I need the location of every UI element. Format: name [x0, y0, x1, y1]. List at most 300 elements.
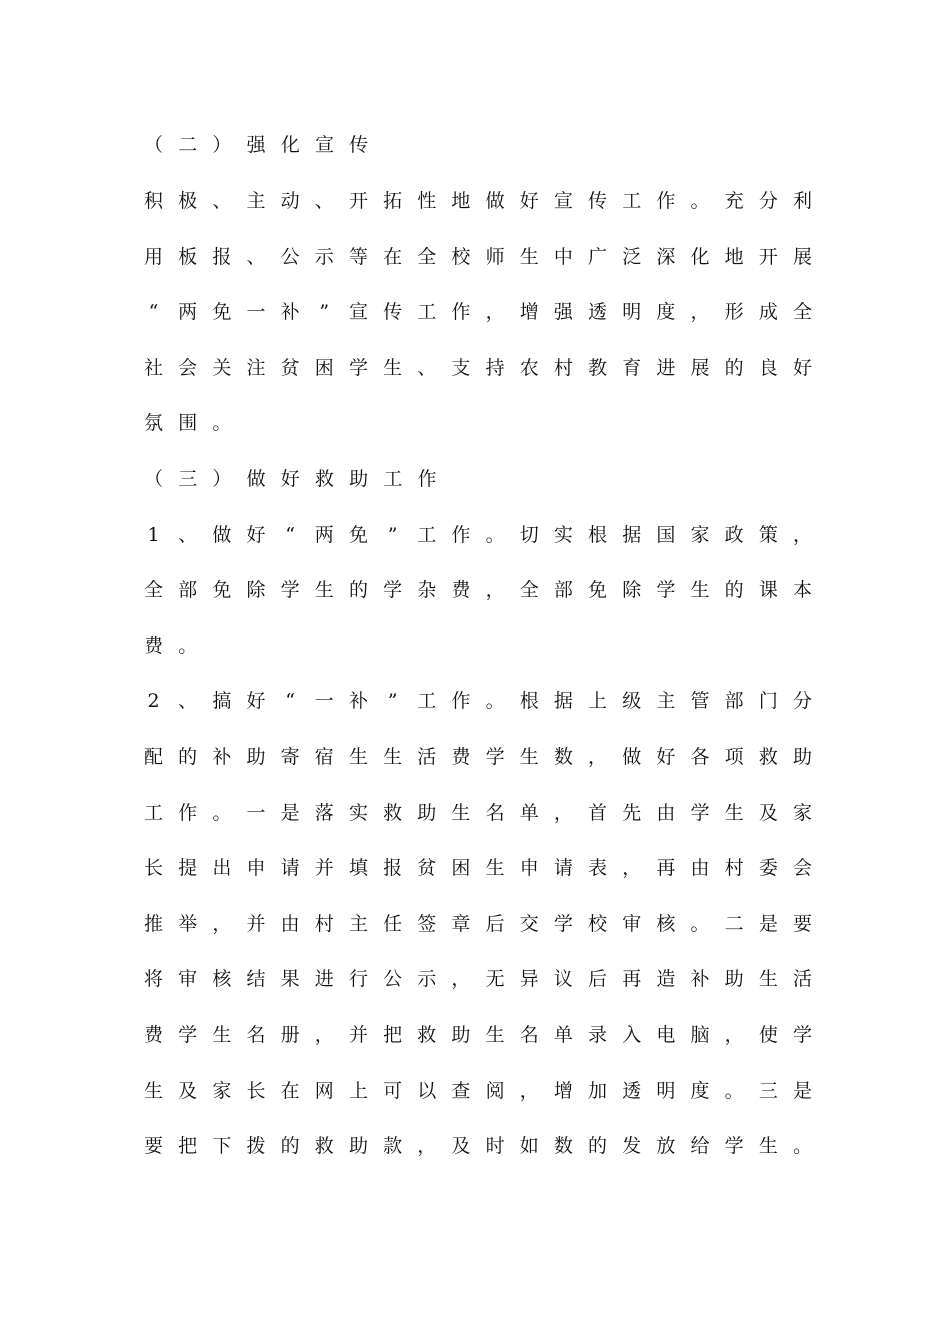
text-glyph: 杂 [417, 579, 437, 601]
text-glyph: 核 [212, 968, 232, 990]
text-glyph: 、 [314, 190, 334, 212]
text-glyph: 工 [383, 468, 403, 490]
text-glyph: ， [212, 913, 232, 935]
text-glyph: 。 [178, 635, 198, 657]
text-glyph: 及 [451, 1135, 471, 1157]
text-glyph: 据 [622, 524, 642, 546]
text-glyph: 作 [451, 524, 471, 546]
text-glyph: 数 [553, 746, 573, 768]
text-glyph: 实 [348, 802, 368, 824]
text-glyph: 补 [212, 746, 232, 768]
text-glyph: 后 [588, 968, 608, 990]
text-glyph: 生 [758, 1135, 778, 1157]
text-glyph: 做 [622, 746, 642, 768]
text-glyph: 好 [246, 690, 266, 712]
text-glyph: 一 [246, 301, 266, 323]
text-glyph: 补 [280, 301, 300, 323]
text-glyph: 部 [178, 579, 198, 601]
text-glyph: 开 [758, 246, 778, 268]
text-glyph: 公 [383, 968, 403, 990]
text-glyph: 部 [553, 579, 573, 601]
text-glyph: 是 [758, 913, 778, 935]
text-glyph: 时 [485, 1135, 505, 1157]
text-glyph: ， [588, 746, 608, 768]
text-glyph: 搞 [212, 690, 232, 712]
text-glyph: ， [451, 968, 471, 990]
text-glyph: 上 [588, 690, 608, 712]
text-glyph: 由 [280, 913, 300, 935]
paragraph-line [144, 351, 812, 385]
paragraph-line [144, 573, 812, 607]
text-glyph: 做 [212, 524, 232, 546]
paragraph-line [144, 184, 812, 218]
text-glyph: 主 [656, 690, 676, 712]
text-glyph: 2 [147, 690, 160, 712]
text-glyph: 再 [622, 968, 642, 990]
text-glyph: 助 [724, 968, 744, 990]
text-glyph: 费 [144, 635, 164, 657]
text-glyph: 传 [383, 301, 403, 323]
text-glyph: 学 [485, 746, 505, 768]
text-glyph: “ [148, 301, 159, 323]
text-glyph: 贫 [417, 857, 437, 879]
text-glyph: 展 [690, 357, 710, 379]
text-glyph: （ [144, 134, 164, 156]
text-glyph: 出 [212, 857, 232, 879]
text-glyph: 展 [792, 246, 812, 268]
text-glyph: 作 [178, 802, 198, 824]
text-glyph: 动 [280, 190, 300, 212]
text-glyph: 主 [246, 190, 266, 212]
text-glyph: 活 [792, 968, 812, 990]
text-glyph: 脑 [690, 1024, 710, 1046]
paragraph-line [144, 406, 812, 440]
text-glyph: 社 [144, 357, 164, 379]
paragraph-line [144, 796, 812, 830]
text-glyph: 查 [451, 1080, 471, 1102]
text-glyph: 生 [724, 802, 744, 824]
text-glyph: 良 [758, 357, 778, 379]
paragraph-line [144, 295, 812, 329]
text-glyph: 免 [588, 579, 608, 601]
text-glyph: 作 [451, 690, 471, 712]
text-glyph: 学 [553, 913, 573, 935]
text-glyph: 传 [588, 190, 608, 212]
text-glyph: 使 [758, 1024, 778, 1046]
text-glyph: 册 [280, 1024, 300, 1046]
text-glyph: 宣 [348, 301, 368, 323]
text-glyph: 进 [656, 357, 676, 379]
text-glyph: 管 [690, 690, 710, 712]
text-glyph: 村 [553, 357, 573, 379]
text-glyph: 落 [314, 802, 334, 824]
text-glyph: 做 [246, 468, 266, 490]
paragraph-line [144, 907, 812, 941]
text-glyph: ） [212, 134, 232, 156]
text-glyph: 学 [280, 579, 300, 601]
text-glyph: 地 [724, 246, 744, 268]
text-glyph: 中 [553, 246, 573, 268]
text-glyph: 村 [724, 857, 744, 879]
text-glyph: 数 [553, 1135, 573, 1157]
text-glyph: 名 [485, 802, 505, 824]
text-glyph: 寄 [280, 746, 300, 768]
text-glyph: 补 [348, 690, 368, 712]
text-glyph: 进 [314, 968, 334, 990]
text-glyph: 工 [622, 190, 642, 212]
text-glyph: ， [314, 1024, 334, 1046]
section-heading [144, 128, 812, 162]
text-glyph: 。 [212, 412, 232, 434]
text-glyph: 学 [178, 1024, 198, 1046]
text-glyph: 生 [758, 968, 778, 990]
text-glyph: 审 [178, 968, 198, 990]
text-glyph: 并 [314, 857, 334, 879]
text-glyph: 长 [246, 1080, 266, 1102]
text-glyph: 。 [485, 690, 505, 712]
text-glyph: 生 [485, 1024, 505, 1046]
text-glyph: 三 [178, 468, 198, 490]
text-glyph: 级 [622, 690, 642, 712]
text-glyph: 交 [519, 913, 539, 935]
text-glyph: 示 [314, 246, 334, 268]
text-glyph: 助 [792, 746, 812, 768]
paragraph-line [144, 962, 812, 996]
text-glyph: 学 [383, 579, 403, 601]
text-glyph: 请 [553, 857, 573, 879]
text-glyph: 、 [212, 190, 232, 212]
text-glyph: 长 [144, 857, 164, 879]
text-glyph: 利 [792, 190, 812, 212]
text-glyph: 阅 [485, 1080, 505, 1102]
paragraph-line [144, 851, 812, 885]
text-glyph: 助 [246, 746, 266, 768]
text-glyph: 化 [280, 134, 300, 156]
text-glyph: 加 [588, 1080, 608, 1102]
text-glyph: 填 [348, 857, 368, 879]
text-glyph: 异 [519, 968, 539, 990]
text-glyph: 公 [280, 246, 300, 268]
text-glyph: 泛 [622, 246, 642, 268]
text-glyph: 生 [690, 579, 710, 601]
text-glyph: 首 [588, 802, 608, 824]
text-glyph: 章 [451, 913, 471, 935]
text-glyph: 的 [348, 579, 368, 601]
text-glyph: 部 [724, 690, 744, 712]
text-glyph: 好 [519, 190, 539, 212]
text-glyph: 是 [792, 1080, 812, 1102]
text-glyph: 课 [758, 579, 778, 601]
text-glyph: 明 [656, 1080, 676, 1102]
text-glyph: 度 [690, 1080, 710, 1102]
text-glyph: 入 [622, 1024, 642, 1046]
text-glyph: 宿 [314, 746, 334, 768]
text-glyph: 用 [144, 246, 164, 268]
text-glyph: 推 [144, 913, 164, 935]
text-glyph: 救 [314, 468, 334, 490]
text-glyph: 积 [144, 190, 164, 212]
text-glyph: （ [144, 468, 164, 490]
text-glyph: 政 [724, 524, 744, 546]
text-glyph: 学 [792, 1024, 812, 1046]
text-glyph: ， [724, 1024, 744, 1046]
text-glyph: 1 [147, 524, 160, 546]
text-glyph: ， [690, 301, 710, 323]
text-glyph: 生 [314, 579, 334, 601]
text-glyph: 并 [348, 1024, 368, 1046]
text-glyph: 先 [622, 802, 642, 824]
text-glyph: 补 [690, 968, 710, 990]
text-glyph: 申 [519, 857, 539, 879]
text-glyph: 明 [622, 301, 642, 323]
text-glyph: 实 [553, 524, 573, 546]
text-glyph: 注 [246, 357, 266, 379]
text-glyph: ， [485, 579, 505, 601]
text-glyph: 示 [417, 968, 437, 990]
paragraph-line [144, 1018, 812, 1052]
text-glyph: 及 [178, 1080, 198, 1102]
text-glyph: 贫 [280, 357, 300, 379]
text-glyph: 围 [178, 412, 198, 434]
text-glyph: 救 [417, 1024, 437, 1046]
text-glyph: 助 [451, 1024, 471, 1046]
text-glyph: 拨 [246, 1135, 266, 1157]
text-glyph: 透 [588, 301, 608, 323]
text-glyph: 宣 [553, 190, 573, 212]
text-glyph: 提 [178, 857, 198, 879]
text-glyph: 困 [314, 357, 334, 379]
text-glyph: “ [285, 690, 295, 712]
text-glyph: 校 [588, 913, 608, 935]
text-glyph: 、 [417, 357, 437, 379]
text-glyph: 费 [451, 746, 471, 768]
text-glyph: 工 [417, 301, 437, 323]
text-glyph: 生 [383, 357, 403, 379]
text-glyph: 发 [622, 1135, 642, 1157]
text-glyph: 开 [348, 190, 368, 212]
text-glyph: 学 [690, 802, 710, 824]
text-glyph: 做 [485, 190, 505, 212]
text-glyph: 除 [246, 579, 266, 601]
text-glyph: 、 [178, 690, 198, 712]
text-glyph: 生 [519, 746, 539, 768]
text-glyph: 二 [178, 134, 198, 156]
text-glyph: 教 [588, 357, 608, 379]
text-glyph: 再 [656, 857, 676, 879]
text-glyph: 学 [348, 357, 368, 379]
text-glyph: 强 [246, 134, 266, 156]
text-glyph: 农 [519, 357, 539, 379]
text-glyph: 请 [280, 857, 300, 879]
text-glyph: 任 [383, 913, 403, 935]
text-glyph: 免 [212, 301, 232, 323]
text-glyph: 。 [690, 190, 710, 212]
text-glyph: 活 [417, 746, 437, 768]
text-glyph: 的 [178, 746, 198, 768]
text-glyph: 。 [724, 1080, 744, 1102]
text-glyph: 由 [690, 857, 710, 879]
text-glyph: 工 [144, 802, 164, 824]
text-glyph: 持 [485, 357, 505, 379]
text-glyph: “ [285, 524, 295, 546]
text-glyph: 支 [451, 357, 471, 379]
text-glyph: 并 [246, 913, 266, 935]
text-glyph: 的 [724, 579, 744, 601]
text-glyph: 议 [553, 968, 573, 990]
text-glyph: 助 [417, 802, 437, 824]
text-glyph: 将 [144, 968, 164, 990]
text-glyph: 家 [212, 1080, 232, 1102]
text-glyph: 切 [519, 524, 539, 546]
text-glyph: 门 [758, 690, 778, 712]
paragraph-line [144, 518, 812, 552]
text-glyph: 在 [383, 246, 403, 268]
text-glyph: ” [387, 524, 398, 546]
text-glyph: 分 [758, 190, 778, 212]
text-glyph: 。 [792, 1135, 812, 1157]
text-glyph: 免 [212, 579, 232, 601]
text-glyph: 作 [451, 301, 471, 323]
text-glyph: 果 [280, 968, 300, 990]
text-glyph: ， [485, 301, 505, 323]
text-glyph: 两 [314, 524, 334, 546]
text-glyph: 主 [348, 913, 368, 935]
text-glyph: 国 [656, 524, 676, 546]
text-glyph: 师 [485, 246, 505, 268]
text-glyph: 表 [588, 857, 608, 879]
text-glyph: 行 [348, 968, 368, 990]
text-glyph: 工 [417, 524, 437, 546]
text-glyph: 分 [792, 690, 812, 712]
text-glyph: ， [519, 1080, 539, 1102]
text-glyph: 工 [417, 690, 437, 712]
text-glyph: 审 [622, 913, 642, 935]
text-glyph: 后 [485, 913, 505, 935]
text-glyph: 生 [348, 746, 368, 768]
text-glyph: 全 [144, 579, 164, 601]
text-glyph: 两 [178, 301, 198, 323]
text-glyph: 等 [348, 246, 368, 268]
text-glyph: 在 [280, 1080, 300, 1102]
text-glyph: 单 [553, 1024, 573, 1046]
text-glyph: 全 [792, 301, 812, 323]
text-glyph: 好 [246, 524, 266, 546]
text-glyph: 好 [792, 357, 812, 379]
text-glyph: ” [387, 690, 398, 712]
text-glyph: ， [792, 524, 812, 546]
text-glyph: 上 [348, 1080, 368, 1102]
text-glyph: 困 [451, 857, 471, 879]
text-glyph: 录 [588, 1024, 608, 1046]
text-glyph: 策 [758, 524, 778, 546]
paragraph-line [144, 684, 812, 718]
text-glyph: 关 [212, 357, 232, 379]
text-glyph: 是 [280, 802, 300, 824]
text-glyph: 免 [348, 524, 368, 546]
text-glyph: 一 [314, 690, 334, 712]
text-glyph: 会 [178, 357, 198, 379]
text-glyph: 如 [519, 1135, 539, 1157]
text-glyph: 生 [383, 746, 403, 768]
text-glyph: 助 [348, 1135, 368, 1157]
text-glyph: 项 [724, 746, 744, 768]
text-glyph: 救 [383, 802, 403, 824]
text-glyph: 。 [690, 913, 710, 935]
text-glyph: 要 [792, 913, 812, 935]
text-glyph: 结 [246, 968, 266, 990]
text-glyph: 生 [485, 857, 505, 879]
text-glyph: 、 [178, 524, 198, 546]
text-glyph: 。 [212, 802, 232, 824]
text-glyph: 二 [724, 913, 744, 935]
text-glyph: 生 [212, 1024, 232, 1046]
text-glyph: 可 [383, 1080, 403, 1102]
paragraph-line [144, 1129, 812, 1163]
text-glyph: 板 [178, 246, 198, 268]
text-glyph: 签 [417, 913, 437, 935]
text-glyph: 把 [383, 1024, 403, 1046]
text-glyph: 的 [724, 357, 744, 379]
text-glyph: 全 [519, 579, 539, 601]
text-glyph: 报 [383, 857, 403, 879]
text-glyph: 增 [519, 301, 539, 323]
text-glyph: 、 [246, 246, 266, 268]
text-glyph: 生 [451, 802, 471, 824]
text-glyph: 深 [656, 246, 676, 268]
text-glyph: 核 [656, 913, 676, 935]
text-glyph: ， [553, 802, 573, 824]
text-glyph: 放 [656, 1135, 676, 1157]
text-glyph: 造 [656, 968, 676, 990]
text-glyph: 增 [553, 1080, 573, 1102]
text-glyph: 家 [792, 802, 812, 824]
text-glyph: 校 [451, 246, 471, 268]
text-glyph: 本 [792, 579, 812, 601]
text-glyph: 化 [690, 246, 710, 268]
text-glyph: 据 [553, 690, 573, 712]
paragraph-line [144, 629, 812, 663]
text-glyph: ” [319, 301, 330, 323]
text-glyph: 作 [417, 468, 437, 490]
text-glyph: 作 [656, 190, 676, 212]
text-glyph: ， [622, 857, 642, 879]
text-glyph: 村 [314, 913, 334, 935]
text-glyph: 配 [144, 746, 164, 768]
text-glyph: 委 [758, 857, 778, 879]
text-glyph: 育 [622, 357, 642, 379]
paragraph-line [144, 240, 812, 274]
text-glyph: 把 [178, 1135, 198, 1157]
paragraph-line [144, 1074, 812, 1108]
text-glyph: 学 [724, 1135, 744, 1157]
text-glyph: 氛 [144, 412, 164, 434]
section-heading [144, 462, 812, 496]
text-glyph: 强 [553, 301, 573, 323]
text-glyph: 费 [144, 1024, 164, 1046]
text-glyph: 透 [622, 1080, 642, 1102]
text-glyph: 一 [246, 802, 266, 824]
text-glyph: 除 [622, 579, 642, 601]
text-glyph: 给 [690, 1135, 710, 1157]
text-glyph: 。 [485, 524, 505, 546]
text-glyph: 救 [758, 746, 778, 768]
text-glyph: 生 [519, 246, 539, 268]
text-glyph: 举 [178, 913, 198, 935]
text-glyph: 传 [349, 134, 369, 156]
text-glyph: 度 [656, 301, 676, 323]
text-glyph: 申 [246, 857, 266, 879]
text-glyph: 学 [656, 579, 676, 601]
